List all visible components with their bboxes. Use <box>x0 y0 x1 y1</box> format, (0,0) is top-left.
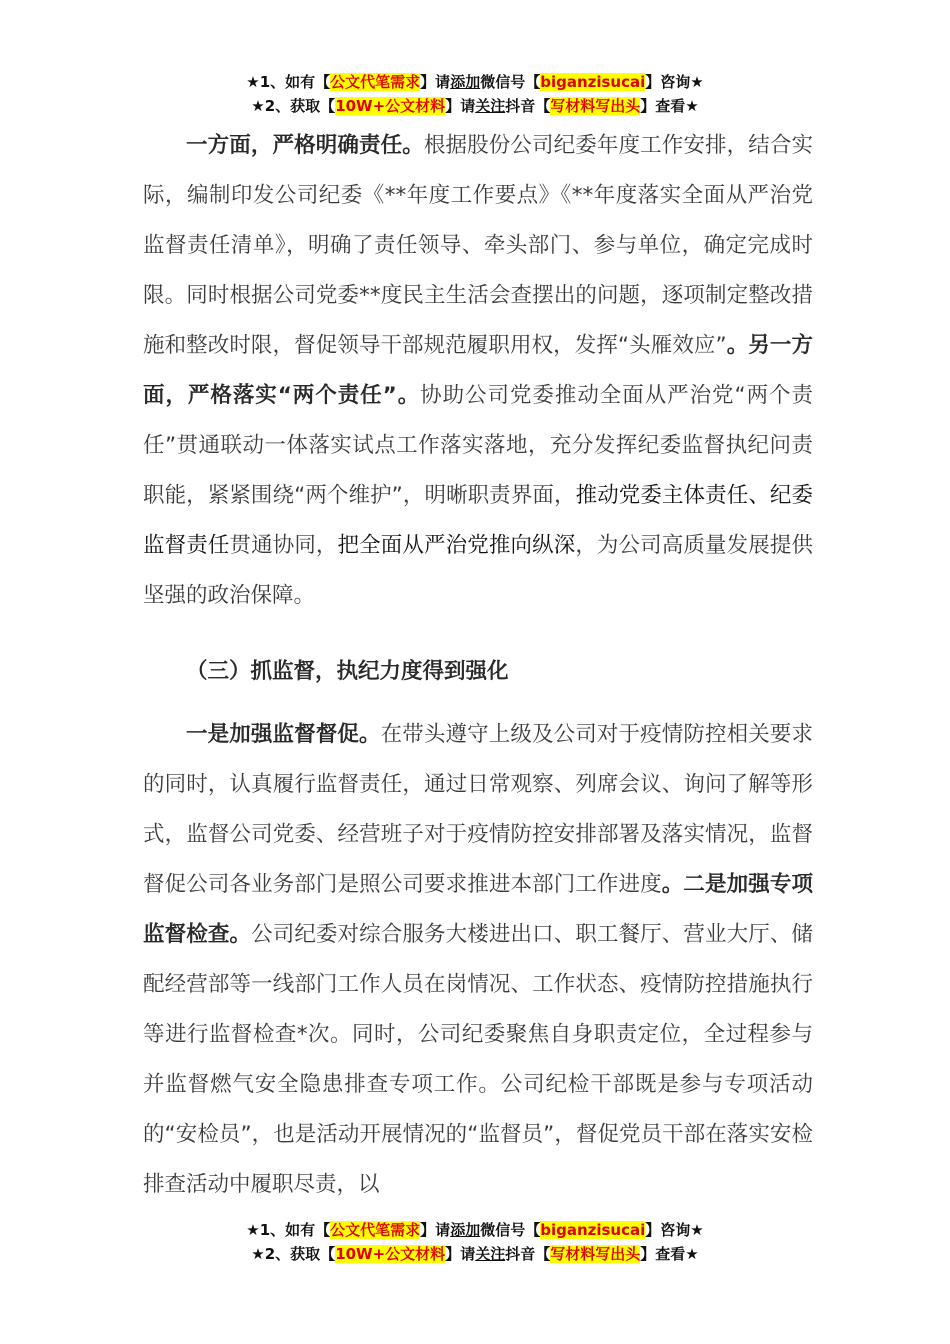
paragraph-text: 贯通协同， <box>229 533 338 558</box>
paragraph-text: 公司纪委对综合服务大楼进出口、职工餐厅、营业大厅、储配经营部等一线部门工作人员在岗情况、工作状态、疫情防控措施执行等进行监督检查*次。同时，公司纪委聚焦自身职责定位，全过程参与并监督燃气安全隐患排查专项工作。公司纪检干部既是参与专项活动的“安检员”，也是活动开展情况的“监督员”，督促党员干部在落实安检排查活动中履职尽责，以 <box>143 922 813 1197</box>
paragraph-text: 协助公司党委推动全面从严治党“两个责任”贯通联动一体落实试点工作落实落地，充分发挥纪委监督执纪问责职能，紧紧围绕“两个维护”，明晰职责界面， <box>143 383 813 508</box>
banner-text: 微信号【 <box>480 73 541 91</box>
banner-underline: 添加 <box>450 73 481 91</box>
banner-text: 】请 <box>445 1245 476 1263</box>
banner-highlight: 公文代笔需求 <box>330 73 421 91</box>
banner-line-2 <box>0 94 950 118</box>
banner-text: 】咨询★ <box>645 73 704 91</box>
banner-highlight: 公文代笔需求 <box>330 1221 421 1239</box>
paragraph-text-emphasis: 把全面从严治党推向纵深 <box>337 533 576 558</box>
paragraph-text: 根据股份公司纪委年度工作安排，结合实际，编制印发公司纪委《**年度工作要点》《**年度落实全面从严治党监督责任清单》，明确了责任领导、牵头部门、参与单位，确定完成时限。同时根据公司党委**度民主生活会查摆出的问题，逐项制定整改措施和整改时限，督促领导干部规范履职用权，发挥“头雁效应” <box>143 133 813 358</box>
paragraph-text-emphasis: 推动党委主体责任、纪委监督责任 <box>143 483 813 558</box>
paragraph-text: 在带头遵守上级及公司对于疫情防控相关要求的同时，认真履行监督责任，通过日常观察、列席会议、询问了解等形式，监督公司党委、经营班子对于疫情防控安排部署及落实情况，监督督促公司各业务部门是照公司要求推进本部门工作进度 <box>143 722 813 897</box>
banner-highlight: biganzisucai <box>540 1221 646 1239</box>
bold-lead: 一方面，严格明确责任。 <box>186 133 424 158</box>
banner-text: ★2、获取【 <box>251 97 336 115</box>
banner-text: 】查看★ <box>640 1245 699 1263</box>
bold-lead: 一是加强监督督促。 <box>186 722 381 747</box>
banner-text: 抖音【 <box>505 97 551 115</box>
banner-line-1 <box>0 70 950 94</box>
banner-line-1 <box>0 1218 950 1242</box>
bold-lead: 。另一方面，严格落实“两个责任”。 <box>143 333 813 408</box>
banner-text: 】咨询★ <box>645 1221 704 1239</box>
header-banner <box>0 70 950 118</box>
section-heading: （三）抓监督，执纪力度得到强化 <box>186 659 509 684</box>
banner-text: 】查看★ <box>640 97 699 115</box>
paragraph-text: ，为公司高质量发展提供坚强的政治保障。 <box>143 533 813 608</box>
footer-banner <box>0 1218 950 1266</box>
paragraph-supervision <box>143 710 813 1210</box>
banner-underline: 关注 <box>475 97 506 115</box>
paragraph-responsibility <box>143 121 813 621</box>
banner-text: ★1、如有【 <box>246 73 331 91</box>
banner-text: 】请 <box>420 73 451 91</box>
banner-text: 】请 <box>420 1221 451 1239</box>
banner-underline: 关注 <box>475 1245 506 1263</box>
banner-highlight: 写材料写出头 <box>550 1245 641 1263</box>
banner-highlight: biganzisucai <box>540 73 646 91</box>
banner-text: 微信号【 <box>480 1221 541 1239</box>
banner-line-2 <box>0 1242 950 1266</box>
banner-text: 抖音【 <box>505 1245 551 1263</box>
banner-text: 】请 <box>445 97 476 115</box>
banner-underline: 添加 <box>450 1221 481 1239</box>
banner-text: ★1、如有【 <box>246 1221 331 1239</box>
banner-highlight: 10W+公文材料 <box>335 1245 446 1263</box>
document-body <box>143 121 813 1210</box>
banner-text: ★2、获取【 <box>251 1245 336 1263</box>
banner-highlight: 10W+公文材料 <box>335 97 446 115</box>
banner-highlight: 写材料写出头 <box>550 97 641 115</box>
bold-lead: 。二是加强专项监督检查。 <box>143 872 813 947</box>
